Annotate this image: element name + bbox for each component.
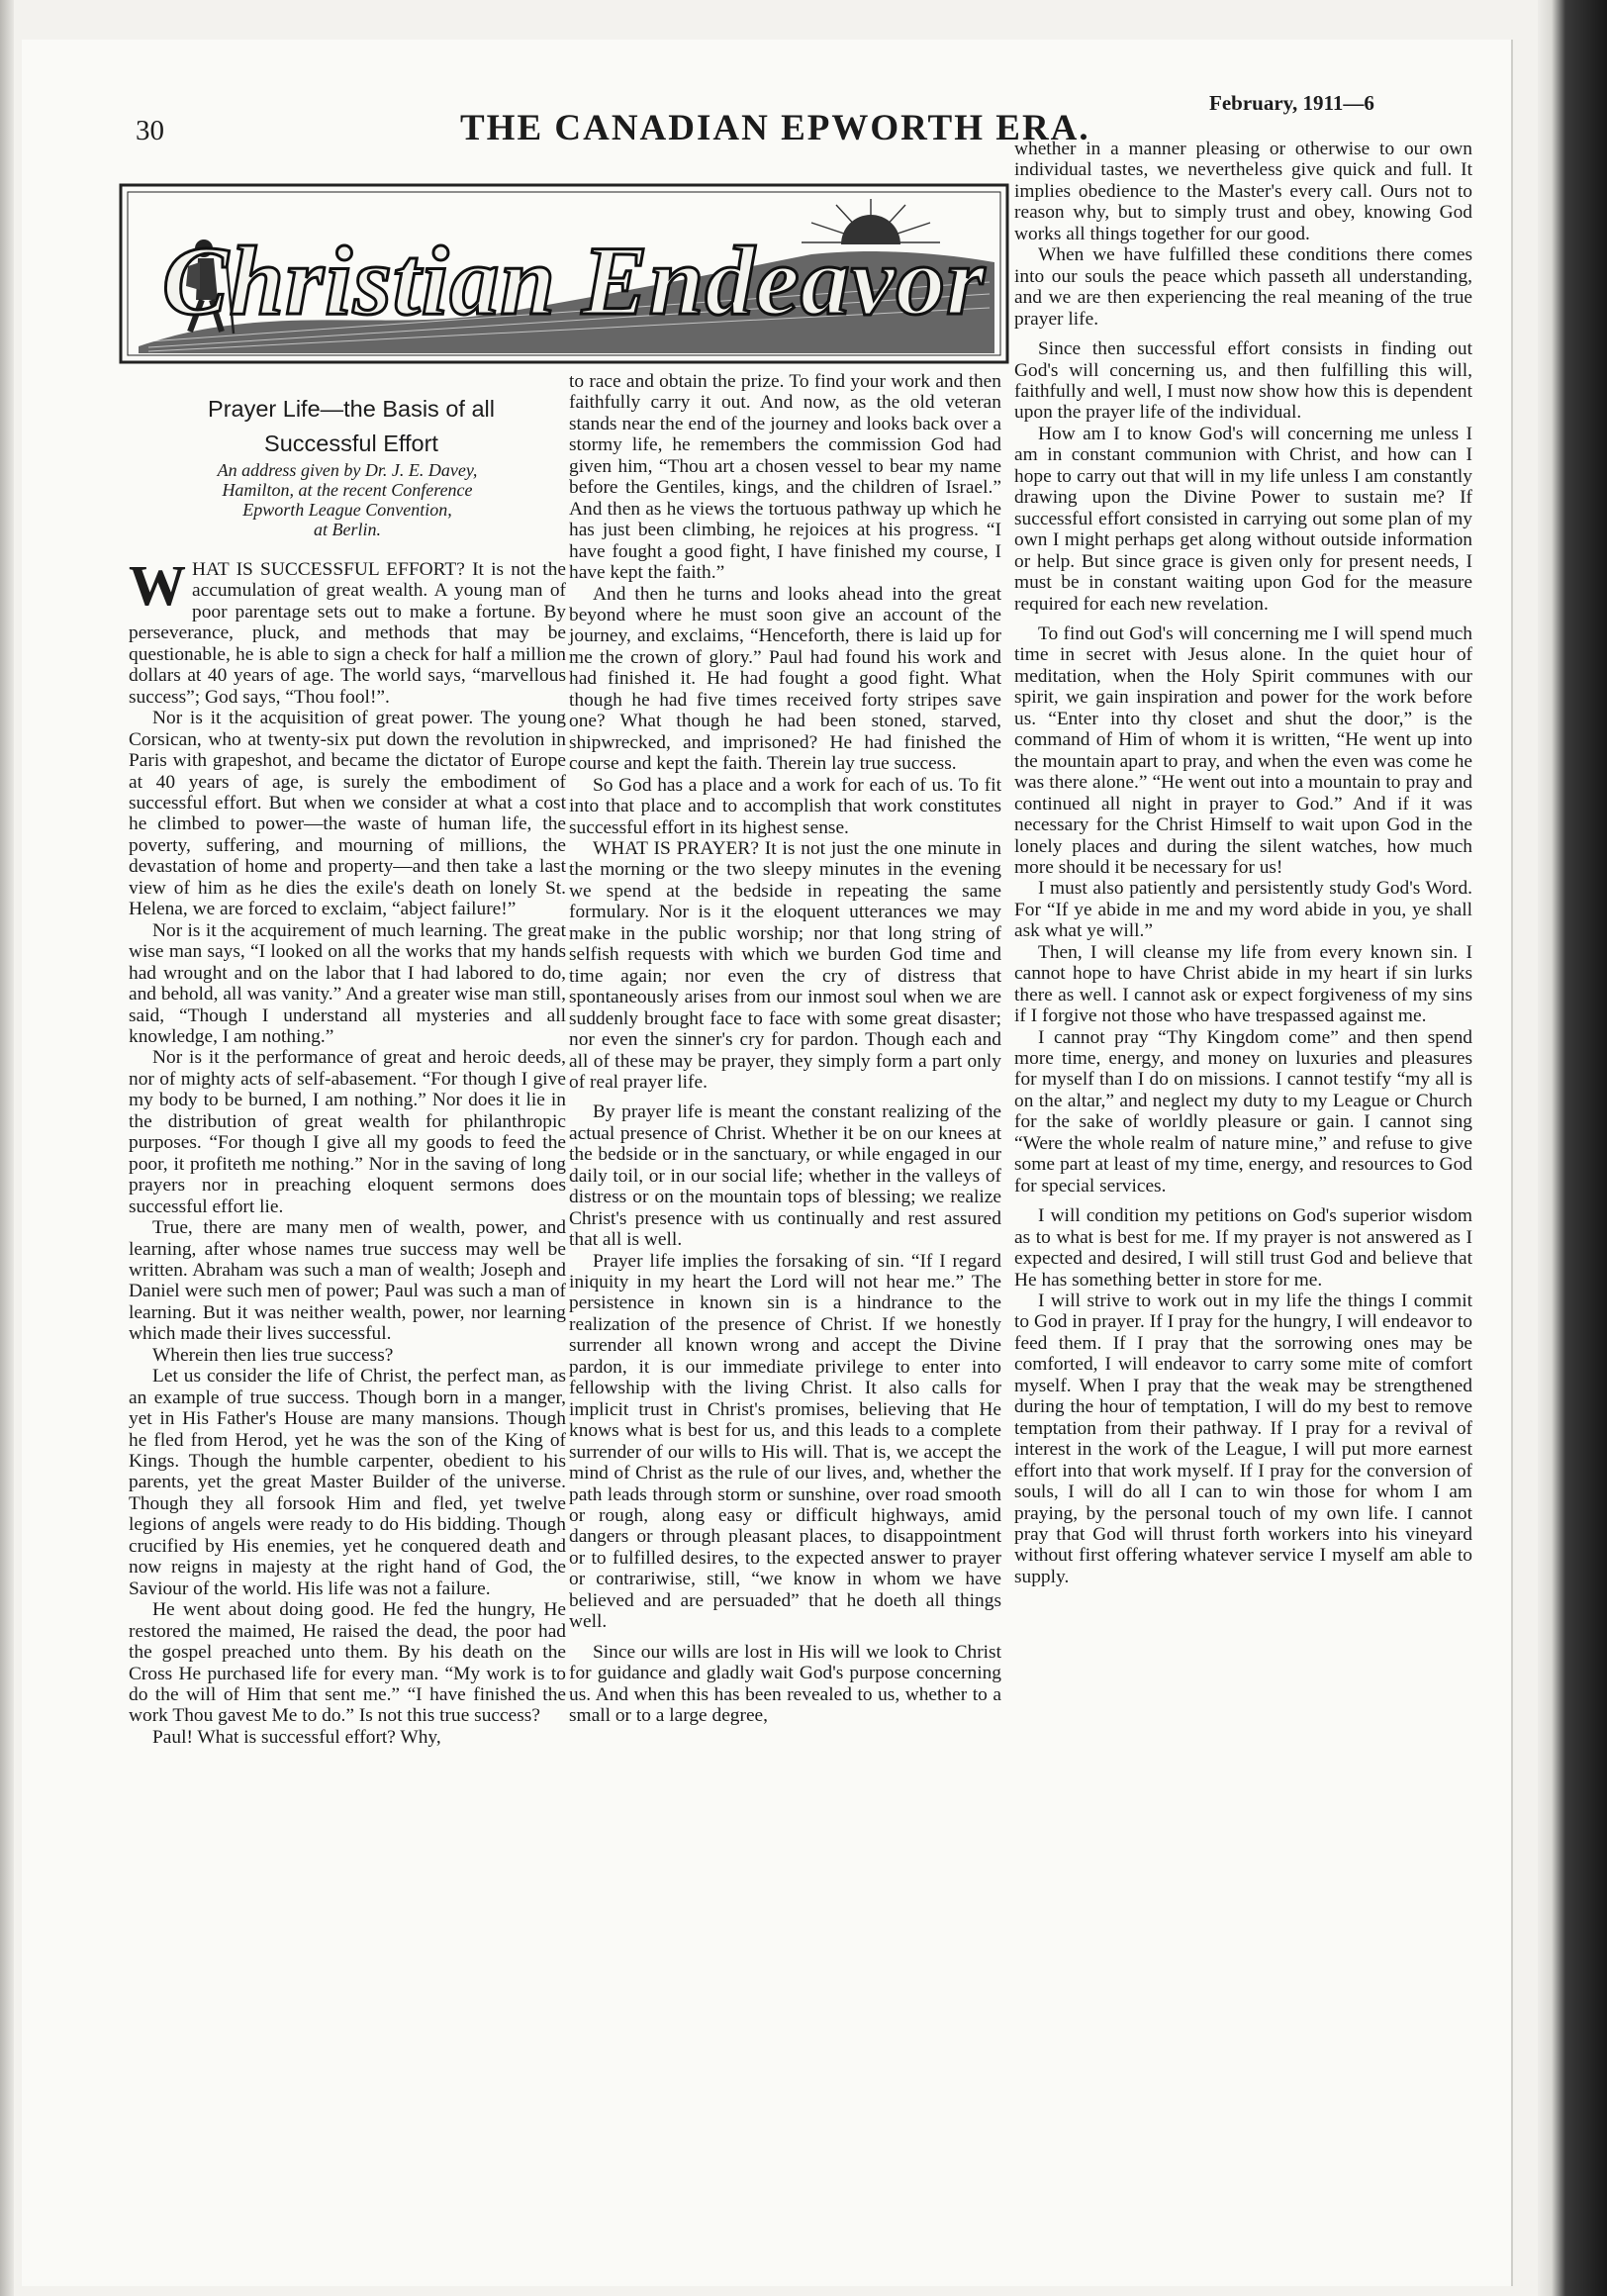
paragraph: I will strive to work out in my life the things I commit to God in prayer. If I pray for the hungry, I will endeavor to feed them. If I pray that the sorrowing ones may be comforted, I will endeavor to carry some mite of comfort myself. When I pray that the weak may be strengthened during the hour of temptation, I will do my best to remove temptation from their pathway. If I pray for a revival of interest in the work of the League, I will put more earnest effort into that work myself. If I pray for the conversion of souls, I will do all I can to win those for whom I am praying, by the personal touch of my own life. I cannot pray that God will thrust forth workers into his vineyard without first offering whatever service I myself am able to supply.	[1014, 1291, 1472, 1587]
paragraph: Nor is it the performance of great and heroic deeds, nor of mighty acts of self-abasement. “For though I give my body to be burned, I am nothing.” Nor does it lie in the distribution of great wealth for philanthropic purposes. “For though I give all my goods to feed the poor, it profiteth me nothing.” Nor in the saving of long prayers nor in preaching eloquent sermons does successful effort lie.	[129, 1047, 566, 1217]
paragraph: He went about doing good. He fed the hungry, He restored the maimed, He raised the dead, the poor had the gospel preached unto them. By his death on the Cross He purchased life for every man. “My work is to do the will of Him that sent me.” “I have finished the work Thou gavest Me to do.” Is not this true success?	[129, 1599, 566, 1727]
drop-cap: W	[129, 553, 186, 618]
text-column-2	[569, 371, 1001, 1727]
paragraph: Nor is it the acquisition of great power. The young Corsican, who at twenty-six put down the revolution in Paris with grapeshot, and became the dictator of Europe at 40 years of age, is surely the embodiment of successful effort. But when we consider at what a cost he climbed to power—the waste of human life, the poverty, suffering, and mourning of millions, the devastation of home and property—and then take a last view of him as he dies the exile's death on lonely St. Helena, we are forced to exclaim, “abject failure!”	[129, 708, 566, 920]
paragraph: To find out God's will concerning me I will spend much time in secret with Jesus alone. In the quiet hour of meditation, when the Holy Spirit communes with our spirit, we gain inspiration and power for the work before us. “Enter into thy closet and shut the door,” is the command of Him of whom it is written, “He went up into the mountain apart to pray, and when the even was come he was there alone.” “He went out into a mountain to pray and continued all night in prayer to God.” And if it was necessary for the Christ Himself to wait upon God in the lonely places and during the silent watches, how much more should it be necessary for us!	[1014, 622, 1472, 878]
paragraph-text: HAT IS SUCCESSFUL EFFORT? It is not the accumulation of great wealth. A young man of poor parentage sets out to make a fortune. By perseverance, pluck, and methods that may be questionable, he is able to sign a check for half a million dollars at 40 years of age. The world says, “marvellous success”; God says, “Thou fool!”.	[129, 559, 566, 708]
paragraph: Nor is it the acquirement of much learning. The great wise man says, “I looked on all the works that my hands had wrought and on the labor that I had labored to do, and behold, all was vanity.” And a greater wise man still, said, “Though I understand all mysteries and all knowledge, I am nothing.”	[129, 919, 566, 1047]
paragraph: When we have fulfilled these conditions there comes into our souls the peace which passeth all understanding, and we are then experiencing the real meaning of the true prayer life.	[1014, 244, 1472, 330]
paragraph: I must also patiently and persistently study God's Word. For “If ye abide in me and my word abide in you, ye shall ask what ye will.”	[1014, 878, 1472, 942]
journal-title: THE CANADIAN EPWORTH ERA.	[460, 108, 1090, 148]
paragraph	[129, 553, 566, 708]
paragraph: Since then successful effort consists in finding out God's will concerning us, and then fulfilling this will, faithfully and well, I must now show how this is dependent upon the prayer life of the individual.	[1014, 338, 1472, 424]
paragraph: Paul! What is successful effort? Why,	[152, 1726, 441, 1748]
scan-edge-left	[0, 0, 14, 2296]
paragraph: WHAT IS PRAYER? It is not just the one minute in the morning or the two sleepy minutes in the evening we spend at the bedside in repeating the same formulary. Nor is it the eloquent utterances we may make in the public worship; nor that long string of selfish requests with which we burden God time and time again; nor even the cry of distress that spontaneously arises from our inmost soul when we are suddenly brought face to face with some great disaster; nor even the sinner's cry for pardon. Though each and all of these may be prayer, they simply form a part only of real prayer life.	[569, 837, 1001, 1093]
paragraph: By prayer life is meant the constant realizing of the actual presence of Christ. Whether it be on our knees at the bedside or in the sanctuary, or while engaged in our daily toil, or in our social life; whether in the valleys of distress or on the mountain tops of blessing; we realize Christ's presence with us continually and rest assured that all is well.	[569, 1101, 1001, 1251]
issue-date: February, 1911—6	[1209, 91, 1374, 115]
text-column-3	[1014, 139, 1472, 1587]
paragraph: to race and obtain the prize. To find your work and then faithfully carry it out. And now, as the old veteran stands near the end of the journey and looks back over a stormy life, he remembers the commission God had given him, “Thou art a chosen vessel to bear my name before the Gentiles, kings, and the children of Israel.” And then as he views the tortuous pathway up which he has just been climbing, he rejoices at his progress. “I have fought a good fight, I have finished my course, I have kept the faith.”	[569, 371, 1001, 584]
page-number: 30	[136, 115, 164, 146]
paragraph: Then, I will cleanse my life from every known sin. I cannot hope to have Christ abide in my heart if sin lurks there as well. I cannot ask or expect forgiveness of my sins if I forgive not those who have trespassed against me.	[1014, 941, 1472, 1027]
article-title-line1: Prayer Life—the Basis of all	[208, 396, 495, 422]
page-header	[0, 77, 1544, 146]
paragraph: Since our wills are lost in His will we look to Christ for guidance and gladly wait God's purpose concerning us. And when this has been revealed to us, whether to a small or to a large degree,	[569, 1641, 1001, 1727]
banner-title: Christian Endeavor	[161, 226, 987, 335]
paragraph: whether in a manner pleasing or otherwise to our own individual tastes, we nevertheless give quick and full. It implies obedience to the Master's every call. Ours not to reason why, but to simply trust and obey, knowing God works all things together for our good.	[1014, 139, 1472, 244]
byline-line1: An address given by Dr. J. E. Davey,	[217, 460, 478, 480]
article-title	[148, 392, 554, 461]
paragraph: I will condition my petitions on God's superior wisdom as to what is best for me. If my prayer is not answered as I expected and desired, I will still trust God and believe that He has something better in store for me.	[1014, 1205, 1472, 1291]
paragraph: So God has a place and a work for each of us. To fit into that place and to accomplish that work constitutes successful effort in its highest sense.	[569, 774, 1001, 838]
paragraph: True, there are many men of wealth, power, and learning, after whose names true success may well be written. Abraham was such a man of wealth; Joseph and Daniel were such men of power; Paul was such a man of learning. But it was neither wealth, power, nor learning which made their lives successful.	[129, 1217, 566, 1345]
paragraph: Let us consider the life of Christ, the perfect man, as an example of true success. Though born in a manger, yet in His Father's House are many mansions. Though he fled from Herod, yet he was the son of the King of Kings. Though the humble carpenter, obedient to his parents, yet the great Master Builder of the universe. Though they all forsook Him and fled, yet twelve legions of angels were ready to do His bidding. Though crucified by His enemies, yet he conquered death and now reigns in majesty at the right hand of God, the Saviour of the world. His life was not a failure.	[129, 1366, 566, 1599]
byline-line2: Hamilton, at the recent Conference	[222, 480, 473, 500]
paragraph: And then he turns and looks ahead into the great beyond where he must soon give an account of the journey, and exclaims, “Henceforth, there is laid up for me the crown of glory.” Paul had found his work and had finished it. He had fought a good fight. What though he had five times received forty stripes save one? What though he had been stoned, starved, shipwrecked, and imprisoned? He had finished the course and kept the faith. Therein lay true success.	[569, 583, 1001, 775]
christian-endeavor-banner	[119, 183, 1009, 364]
article-byline	[129, 460, 566, 539]
scan-edge-right	[1538, 0, 1607, 2296]
paragraph: Wherein then lies true success?	[152, 1344, 394, 1366]
text-column-1	[129, 553, 566, 1748]
byline-line4: at Berlin.	[314, 520, 381, 539]
paragraph: I cannot pray “Thy Kingdom come” and then spend more time, energy, and money on luxuries and pleasures for myself than I do on missions. I cannot testify “my all is on the altar,” and neglect my duty to my League or Church for the sake of worldly pleasure or gain. I cannot sing “Were the whole realm of nature mine,” and refuse to give some part at least of my time, energy, and resources to God for special services.	[1014, 1026, 1472, 1196]
article-title-line2: Successful Effort	[264, 430, 438, 456]
byline-line3: Epworth League Convention,	[242, 500, 452, 520]
paragraph: How am I to know God's will concerning me unless I am in constant communion with Christ, and how can I hope to carry out that will in my life unless I am constantly drawing upon the Divine Power to sustain me? If successful effort consisted in carrying out some plan of my own I might perhaps get along without outside information or help. But since grace is given only for present needs, I must be in constant waiting upon God for the measure required for each new revelation.	[1014, 423, 1472, 615]
paragraph: Prayer life implies the forsaking of sin. “If I regard iniquity in my heart the Lord will not hear me.” The persistence in known sin is a hindrance to the realization of the presence of Christ. If we honestly surrender all known wrong and accept the Divine pardon, it is our immediate privilege to enter into fellowship with the living Christ. It also calls for implicit trust in Christ's promises, believing that He knows what is best for us, and this leads to a complete surrender of our wills to His will. That is, we accept the mind of Christ as the rule of our lives, and, whether the path leads through storm or sunshine, over road smooth or rough, along easy or difficult highways, amid dangers or through pleasant places, to disappointment or to fulfilled desires, to the expected answer to prayer or contrariwise, still, “we know in whom we have believed and are persuaded” that he doeth all things well.	[569, 1250, 1001, 1633]
